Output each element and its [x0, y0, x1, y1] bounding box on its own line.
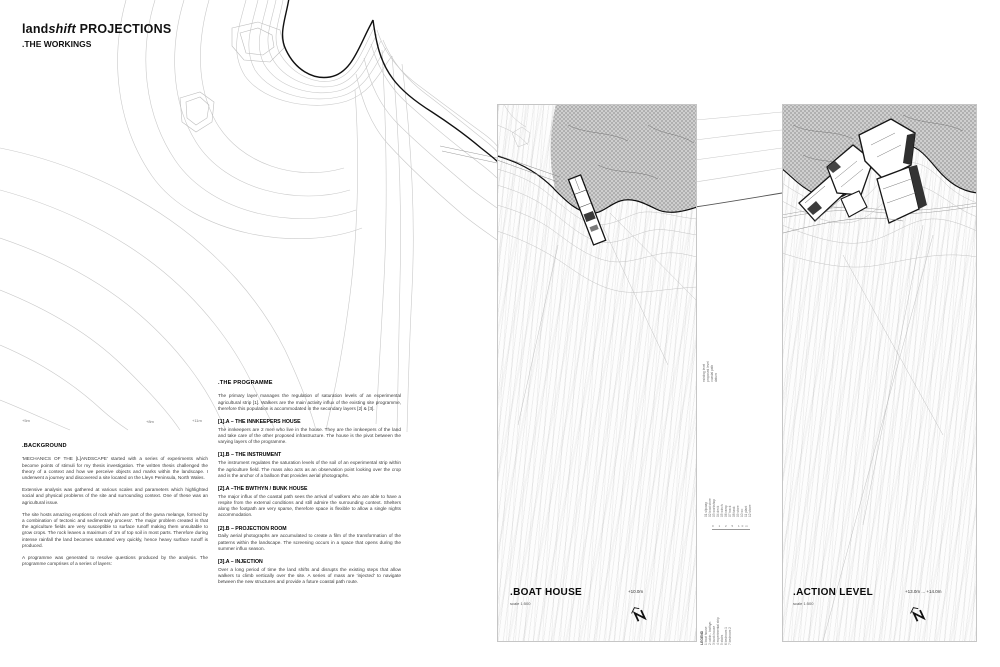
legend-item: 3 bunk house — [712, 625, 716, 645]
key-note-line: 08 tank — [732, 506, 736, 517]
boat-house-elevation: +10.0m — [628, 589, 644, 594]
legend-item: 6 bedroom 1 — [724, 627, 728, 645]
programme-section — [218, 559, 401, 585]
legend-block — [700, 585, 745, 647]
background-heading: .BACKGROUND — [22, 443, 67, 449]
field-lines — [823, 225, 943, 641]
header — [22, 22, 171, 49]
level-annotations — [702, 340, 722, 385]
programme-text-column — [218, 380, 401, 586]
programme-section-label: [1].A – THE INNKEEPERS HOUSE — [218, 418, 301, 425]
field-lines — [518, 213, 696, 425]
legend-item: 7 bedroom 2 — [728, 627, 732, 645]
programme-intro: The primary layer manages the regulation of saturation levels of an experimental agricultural strip [1]. Walkers are the main activity influx of the existing site programme, therefore this population is accommodated in the secondary layers [2] & [3]. — [218, 393, 401, 411]
legend-item: 1 boat house — [704, 626, 708, 645]
programme-section — [218, 452, 401, 478]
boat-house-label: .BOAT HOUSE — [510, 587, 583, 598]
background-paragraph: Extensive analysis was gathered at various scales and parameters which highlighted social and physical problems of the site and surrounding context. One of these was an agricultural issue. — [22, 487, 208, 505]
page-title: landshift PROJECTIONS — [22, 22, 172, 36]
coastline — [283, 0, 499, 163]
annotation-line: datum — [714, 373, 718, 382]
background-paragraphs — [22, 456, 208, 567]
contour-label-8m: +8m — [146, 419, 154, 424]
key-note-line: 07 track — [728, 505, 732, 517]
contour-label-5m: +5m — [22, 418, 30, 423]
action-level-plan-panel — [782, 104, 977, 642]
action-level-label: .ACTION LEVEL — [793, 587, 874, 598]
contour-label-11m: +11m — [192, 418, 202, 423]
background-paragraph: A programme was generated to resolve questions produced by the analysis. The programme comprises of a series of layers: — [22, 555, 208, 567]
north-arrow-icon — [909, 605, 929, 625]
drawing-key-notes — [704, 462, 764, 520]
rock-band — [551, 105, 696, 213]
coastline-gap-segment — [695, 193, 782, 207]
key-note-line: 03 workshop — [712, 498, 716, 517]
key-note-line: 09 store — [736, 505, 740, 517]
programme-section — [218, 419, 401, 445]
key-note-line: 12 shore — [748, 504, 752, 517]
key-note-line: 11 plant — [744, 505, 748, 517]
programme-section-label: [2].A –THE BWTHYN / BUNK HOUSE — [218, 485, 308, 492]
north-arrow-icon — [630, 605, 650, 625]
key-note-line: 05 winch — [720, 504, 724, 517]
mini-scalebar: 0 1 2 5 10m — [712, 524, 750, 528]
background-paragraph: 'MECHANICS OF THE [L]ANDSCAPE' started with a series of experiments which become points of stimuli for my thesis investigation. The written thesis challenged the theory of a context and how we perceive objects and marks within the landscape. I underwent a journey and discovered a site located on the Lleyn Peninsula, North Wales. — [22, 456, 208, 480]
action-level-scale: scale 1:500 — [793, 601, 814, 606]
programme-section-body: The instrument regulates the saturation levels of the soil of an experimental strip within the agriculture field. The mass also acts as an observation point looking over the crop and is the anchor of a balloon that provides aerial photographs. — [218, 460, 401, 478]
programme-section — [218, 526, 401, 552]
boat-house-plan-panel — [497, 104, 697, 642]
action-level-elevation: +13.0m ... +14.0m — [905, 589, 942, 594]
annotation-line: existing level — [702, 363, 706, 382]
programme-section-body: The innkeepers are 2 men who live in the house. They are the innkeepers of the land and take care of the other proposed infrastructure. The house is the pivot between the varying layers of the programme. — [218, 426, 401, 445]
background-text-column — [22, 443, 208, 573]
legend-item: 2 cabin - bwthyn — [708, 621, 712, 645]
programme-section-label: [1].B – THE INSTRUMENT — [218, 452, 282, 459]
page-subtitle: .THE WORKINGS — [22, 39, 92, 49]
key-note-line: 04 deck — [716, 505, 720, 517]
programme-section-body: Over a long period of time the land shifts and disrupts the existing steps that allow walkers to climb vertically over the site. A series of mass are 'injected' to navigate between the new structures and provide a future coastal path route. — [218, 566, 401, 585]
key-note-line: 06 ramp — [724, 505, 728, 517]
programme-section-body: Daily aerial photographs are accumulated to create a film of the transformation of the patterns within the landscape. The screening occurs in a space that opens during the summer influx season. — [218, 533, 401, 551]
boat-house-plan-drawing — [498, 105, 696, 641]
legend-item: 5 stairs — [720, 634, 724, 645]
programme-section — [218, 486, 401, 519]
legend-item: 4 experimental strip — [716, 617, 720, 645]
key-note-line: 01 slipway — [704, 502, 708, 517]
action-level-plan-drawing — [783, 105, 976, 641]
rock-outcrops — [180, 22, 284, 132]
boat-house-scale: scale 1:500 — [510, 601, 531, 606]
key-note-line: 10 wc — [740, 508, 744, 517]
programme-section-body: The major influx of the coastal path sees the arrival of walkers who are able to have a respite from the external conditions and still admire the surrounding context. Shelters along the footpath are very sparse, therefore space is flexible to allow a single nights accommodation. — [218, 493, 401, 518]
background-paragraph: The site hosts amazing eruptions of rock which are part of the gwna melange, formed by a combination of tectonic and sedimentary process'. The major problem created is that the agriculture fields are very susceptible to surface runoff making them unsuitable to grow crops. The rock leaves a maximum of 1m of top soil in most parts. Therefore during intense rainfall the land becomes saturated very quickly, hence heavy surface runoff is produced. — [22, 511, 208, 548]
key-note-line: 02 boat store — [708, 498, 712, 517]
programme-heading: .THE PROGRAMME — [218, 380, 273, 386]
annotation-line: coastal path — [710, 364, 714, 382]
legend-heading: LEGEND — [700, 630, 704, 645]
annotation-line: proposed level — [706, 361, 710, 382]
programme-section-label: [2].B – PROJECTION ROOM — [218, 525, 287, 532]
programme-sections — [218, 419, 401, 586]
programme-section-label: [3].A – INJECTION — [218, 559, 263, 566]
